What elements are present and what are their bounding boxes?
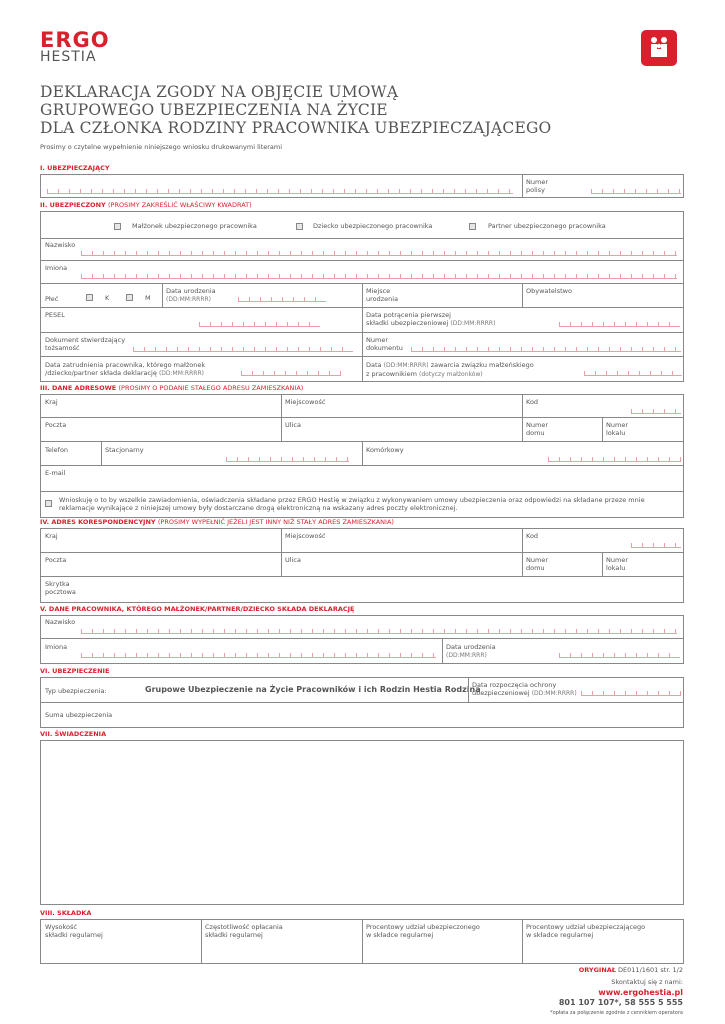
sum-insured-row: Suma ubezpieczenia: [40, 702, 684, 728]
phone-numbers: 801 107 107*, 58 555 5 555: [558, 998, 683, 1007]
section-4-title: IV. ADRES KORESPONDENCYJNY (PROSIMY WYPEŁNIĆ JEŻELI JEST INNY NIŻ STAŁY ADRES ZAMIESZKANIA): [40, 518, 394, 526]
child-checkbox[interactable]: [296, 223, 303, 230]
po-box-row: Skrytka pocztowa: [40, 576, 684, 603]
corr-postal-code-field[interactable]: [631, 543, 681, 548]
spouse-checkbox[interactable]: [114, 223, 121, 230]
benefits-box[interactable]: [40, 740, 684, 905]
first-names-row: Imiona: [40, 260, 684, 284]
female-checkbox[interactable]: [86, 294, 93, 301]
section-1-title: I. UBEZPIECZAJĄCY: [40, 164, 110, 172]
consent-checkbox[interactable]: [45, 500, 52, 507]
employee-surname-field[interactable]: [81, 629, 677, 634]
corr-row-1: Kraj Miejscowość Kod: [40, 528, 684, 553]
pesel-field[interactable]: [199, 322, 320, 327]
employee-surname-row: Nazwisko: [40, 615, 684, 639]
dates-row: Data zatrudnienia pracownika, którego małżonek /dziecko/partner składa deklarację (DD:MM:RRRR) Data (DD:MM:RRRR) zawarcia związku małżeńskiego z pracownikiem (dotyczy małżonków): [40, 356, 684, 382]
ergo-hestia-logo: ERGO HESTIA: [40, 28, 110, 65]
phone-row: Telefon Stacjonarny Komórkowy: [40, 441, 684, 466]
policy-number-label: Numer polisy: [526, 178, 548, 194]
employee-names-field[interactable]: [81, 653, 436, 658]
pesel-row: PESEL Data potrącenia pierwszej składki ubezpieczeniowej (DD:MM:RRRR): [40, 307, 684, 333]
family-icon: [641, 30, 677, 66]
surname-row: Nazwisko: [40, 238, 684, 261]
postal-code-field[interactable]: [631, 409, 681, 414]
premium-row: Wysokość składki regularnej Częstotliwość opłacania składki regularnej Procentowy udział ubezpieczonego w składce regularnej Procentowy udział ubezpieczającego w składce regularnej: [40, 919, 684, 964]
insured-type-row: Małżonek ubezpieczonego pracownika Dziecko ubezpieczonego pracownika Partner ubezpieczonego pracownika: [40, 211, 684, 239]
male-checkbox[interactable]: [126, 294, 133, 301]
form-code: ORYGINAŁ DE011/1601 str. 1/2: [578, 966, 683, 974]
address-row-1: Kraj Miejscowość Kod: [40, 394, 684, 418]
section-2-title: II. UBEZPIECZONY (PROSIMY ZAKREŚLIĆ WŁAŚCIWY KWADRAT): [40, 201, 252, 209]
website-link[interactable]: www.ergohestia.pl: [598, 988, 683, 997]
insurance-type-row: Typ ubezpieczenia: Grupowe Ubezpieczenie na Życie Pracowników i ich Rodzin Hestia Rodzina Data rozpoczęcia ochrony ubezpieczeniowej (DD:MM:RRRR): [40, 677, 684, 703]
document-row: Dokument stwierdzający tożsamość Numer dokumentu: [40, 332, 684, 357]
document-number-field[interactable]: [411, 347, 681, 352]
insurer-name-field[interactable]: [47, 189, 513, 194]
corr-row-2: Poczta Ulica Numer domu Numer lokalu: [40, 552, 684, 577]
coverage-start-field[interactable]: [581, 691, 681, 696]
partner-checkbox[interactable]: [469, 223, 476, 230]
landline-field[interactable]: [226, 457, 349, 462]
section-8-title: VIII. SKŁADKA: [40, 909, 92, 917]
consent-row: Wnioskuję o to by wszelkie zawiadomienia, oświadczenia składane przez ERGO Hestię w związku z wykonywaniem umowy ubezpieczenia oraz odpowiedzi na składane przeze mnie reklamacje wynikające z niniejszej umowy były dostarczane drogą elektroniczną na wskazany adres poczty elektronicznej.: [40, 491, 684, 518]
surname-field[interactable]: [81, 251, 677, 256]
employee-birth-date-field[interactable]: [559, 653, 680, 658]
birth-row: Płeć K M Data urodzenia (DD:MM:RRRR) Miejsce urodzenia Obywatelstwo: [40, 283, 684, 308]
employee-names-row: Imiona Data urodzenia (DD:MM:RRR): [40, 638, 684, 664]
instructions: Prosimy o czytelne wypełnienie niniejszego wniosku drukowanymi literami: [40, 143, 283, 151]
first-premium-date-field[interactable]: [559, 322, 680, 327]
birth-date-field[interactable]: [238, 297, 326, 302]
id-document-field[interactable]: [133, 347, 353, 352]
section-3-title: III. DANE ADRESOWE (PROSIMY O PODANIE STAŁEGO ADRESU ZAMIESZKANIA): [40, 384, 304, 392]
employment-date-field[interactable]: [241, 371, 341, 376]
marriage-date-field[interactable]: [584, 371, 682, 376]
insurer-row: [40, 174, 684, 198]
first-names-field[interactable]: [81, 274, 677, 279]
section-5-title: V. DANE PRACOWNIKA, KTÓREGO MAŁŻONEK/PARTNER/DZIECKO SKŁADA DEKLARACJĘ: [40, 605, 355, 613]
section-7-title: VII. ŚWIADCZENIA: [40, 730, 107, 738]
address-row-2: Poczta Ulica Numer domu Numer lokalu: [40, 417, 684, 442]
section-6-title: VI. UBEZPIECZENIE: [40, 667, 110, 675]
email-row: E-mail: [40, 465, 684, 492]
page-title: DEKLARACJA ZGODY NA OBJĘCIE UMOWĄ GRUPOWEGO UBEZPIECZENIA NA ŻYCIE DLA CZŁONKA RODZINY PRACOWNIKA UBEZPIECZAJĄCEGO: [40, 83, 552, 137]
policy-number-field[interactable]: [591, 189, 681, 194]
mobile-field[interactable]: [548, 457, 681, 462]
insurance-type-value: Grupowe Ubezpieczenie na Życie Pracowników i ich Rodzin Hestia Rodzina: [145, 685, 481, 694]
